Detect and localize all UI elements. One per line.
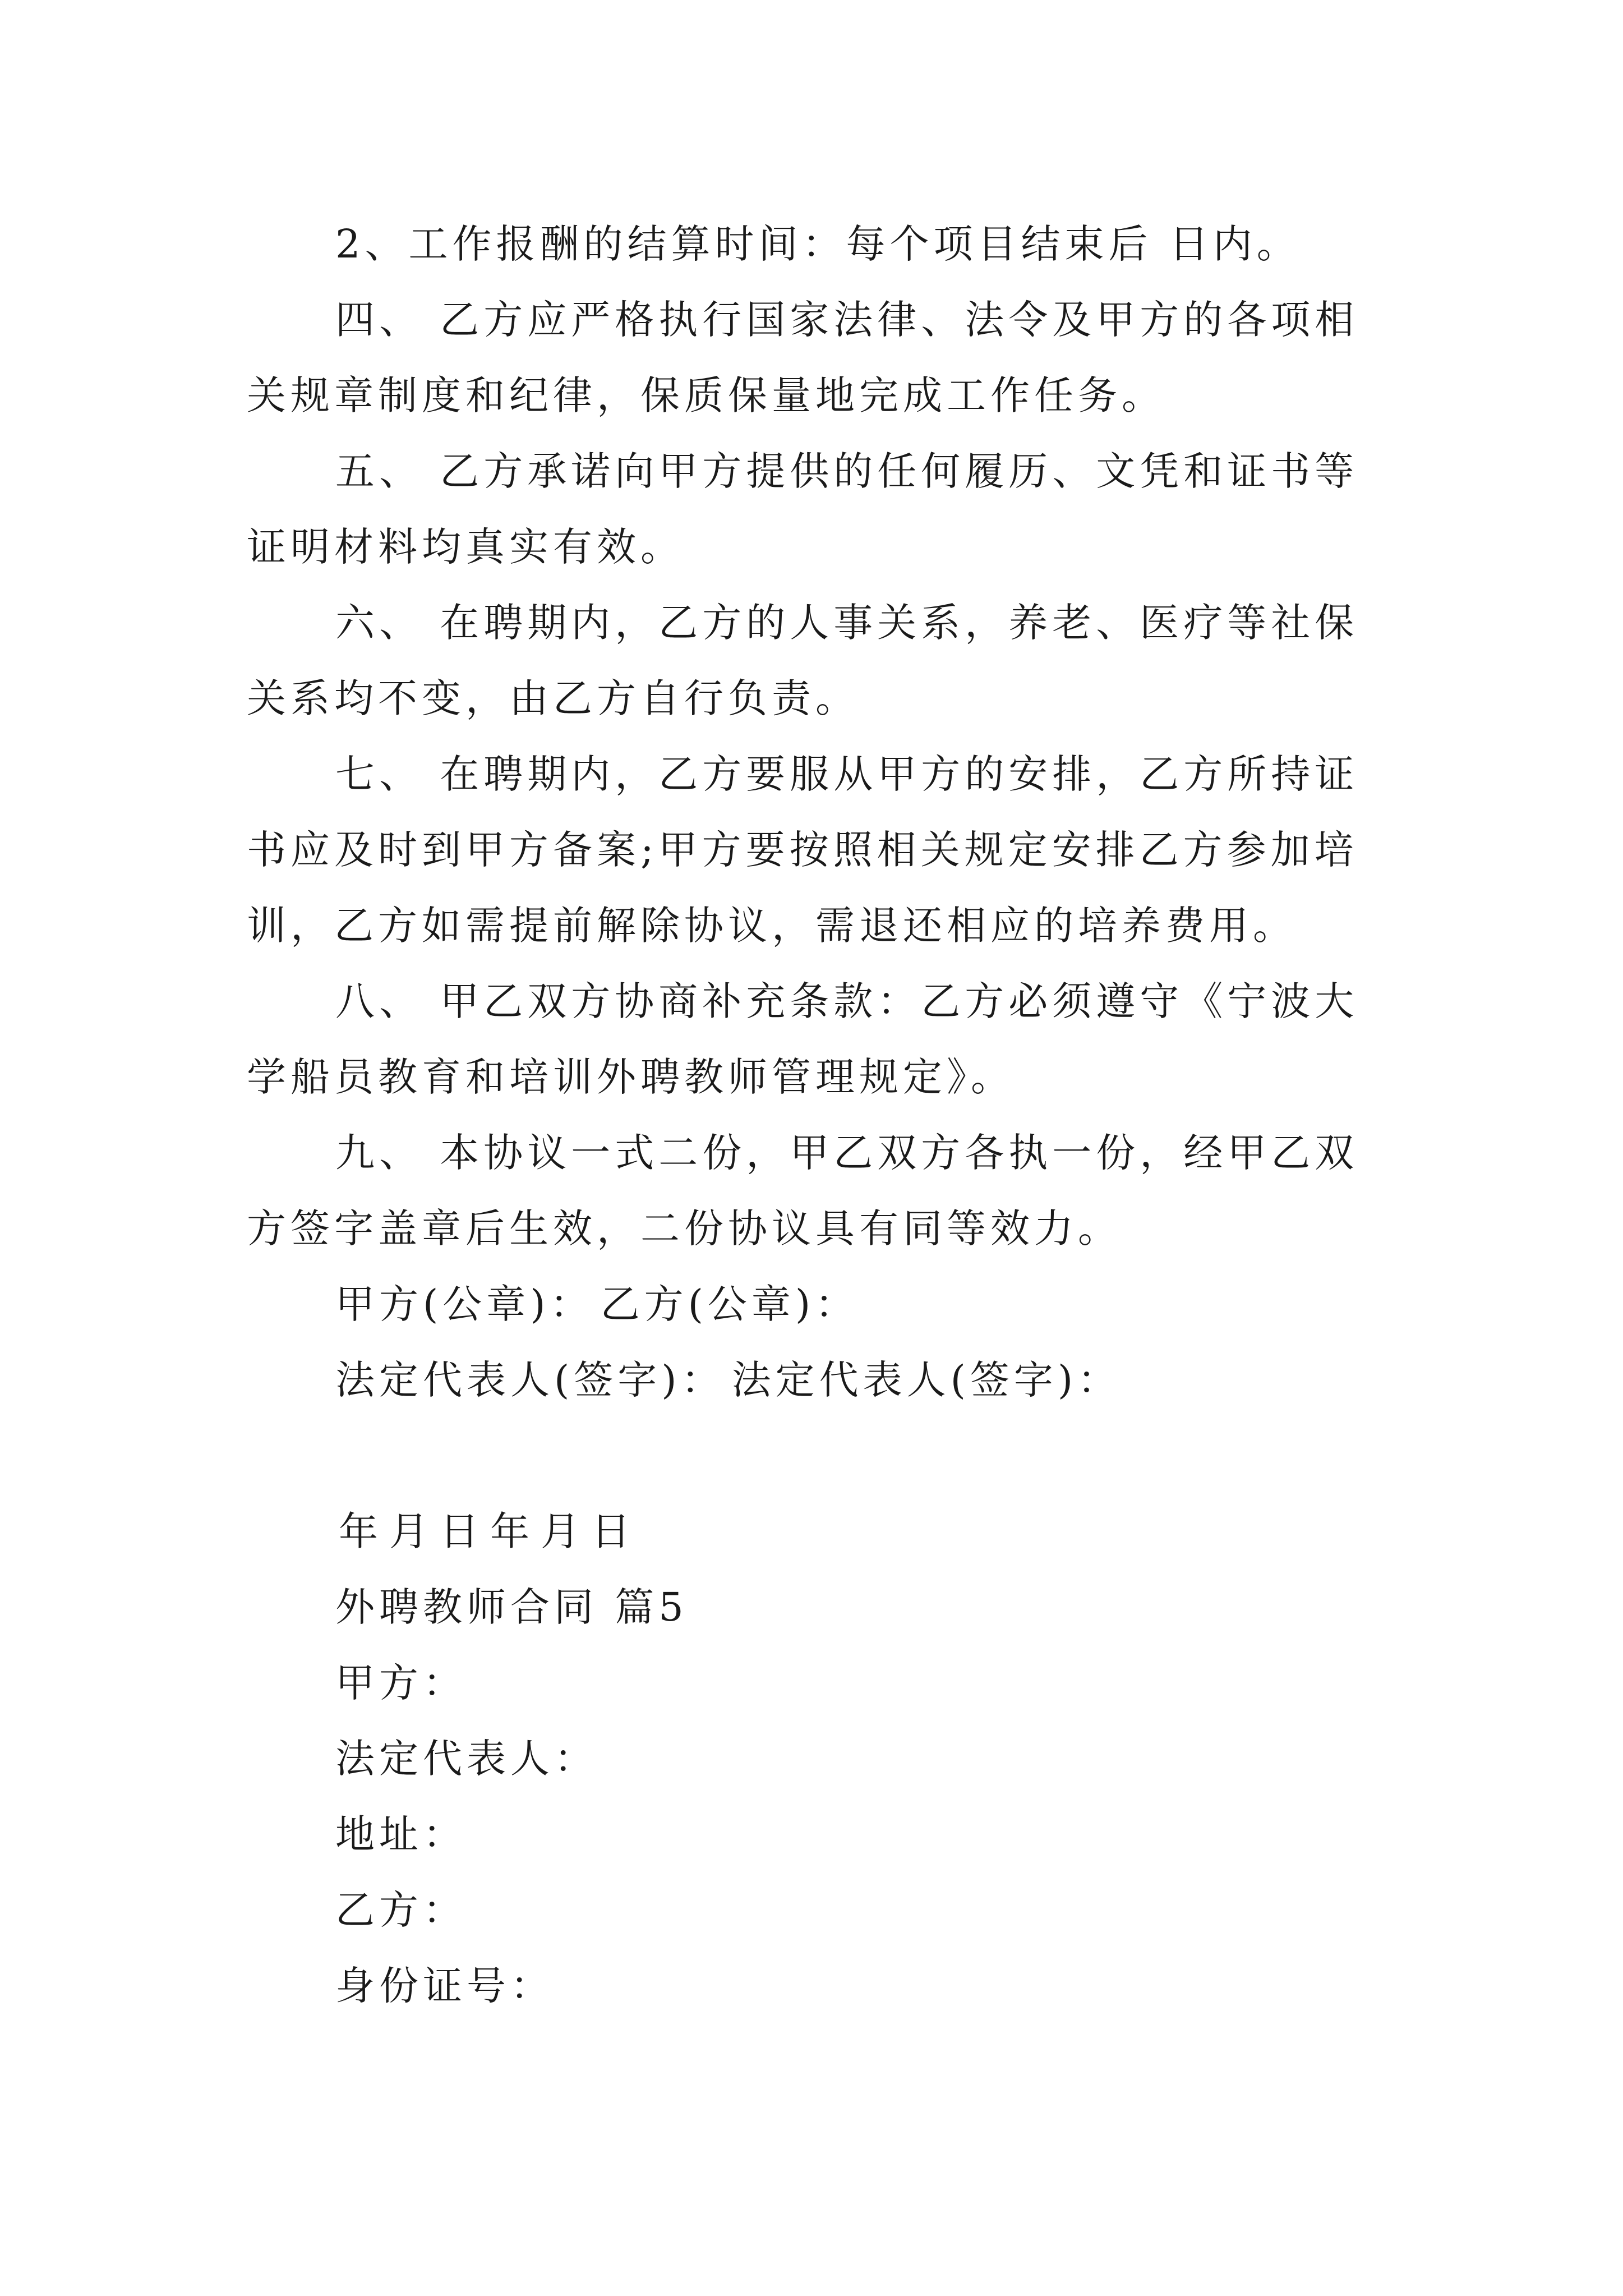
paragraph-text: 四、 乙方应严格执行国家法律、法令及甲方的各项相	[335, 297, 1359, 343]
paragraph-text: 书应及时到甲方备案;甲方要按照相关规定安排乙方参加培	[247, 827, 1358, 873]
paragraph-text: 关系均不变，由乙方自行负责。	[247, 675, 859, 721]
day-a-label: 日	[440, 1508, 483, 1554]
paragraph-text: 学船员教育和培训外聘教师管理规定》。	[247, 1054, 1015, 1100]
id-number-field	[335, 1961, 561, 2011]
paragraph-4-line-1	[335, 295, 1358, 345]
legal-rep-line	[335, 1355, 1121, 1405]
paragraph-text: 九、 本协议一式二份，甲乙双方各执一份，经甲乙双	[335, 1130, 1359, 1176]
paragraph-5-line-2	[247, 522, 684, 572]
contract-5-title	[335, 1582, 688, 1632]
id-number-label: 身份证号：	[335, 1963, 554, 2009]
paragraph-7-line-3	[247, 900, 1297, 951]
section-title: 外聘教师合同 篇5	[335, 1584, 688, 1630]
paragraph-text: 关规章制度和纪律，保质保量地完成工作任务。	[247, 372, 1165, 418]
paragraph-text: 2、工作报酬的结算时间：每个项目结束后 日内。	[335, 221, 1301, 267]
paragraph-text: 五、 乙方承诺向甲方提供的任何履历、文凭和证书等	[335, 448, 1359, 494]
year-b-label: 年	[490, 1508, 534, 1554]
month-b-label: 月	[541, 1508, 584, 1554]
party-b-field	[335, 1885, 473, 1935]
seal-line	[335, 1279, 865, 1329]
legal-rep-field	[335, 1733, 605, 1784]
paragraph-6-line-1	[335, 597, 1358, 648]
paragraph-text: 八、 甲乙双方协商补充条款：乙方必须遵守《宁波大	[335, 978, 1359, 1024]
paragraph-7-line-1	[335, 749, 1358, 799]
address-label: 地址：	[335, 1811, 467, 1857]
party-a-seal-label: 甲方(公章)：	[335, 1281, 594, 1327]
day-b-label: 日	[591, 1508, 635, 1554]
party-a-label: 甲方：	[335, 1660, 467, 1706]
rep-b-label: 法定代表人(签字)：	[731, 1357, 1122, 1403]
date-line	[335, 1506, 635, 1557]
paragraph-text: 七、 在聘期内，乙方要服从甲方的安排，乙方所持证	[335, 751, 1359, 797]
paragraph-6-line-2	[247, 673, 859, 724]
paragraph-4-line-2	[247, 370, 1165, 421]
month-a-label: 月	[389, 1508, 433, 1554]
paragraph-text: 训，乙方如需提前解除协议，需退还相应的培养费用。	[247, 903, 1297, 949]
paragraph-9-line-2	[247, 1203, 1122, 1254]
paragraph-2	[335, 219, 1301, 269]
party-b-label: 乙方：	[335, 1887, 467, 1933]
paragraph-9-line-1	[335, 1128, 1358, 1178]
year-a-label: 年	[339, 1508, 382, 1554]
rep-b-blank-line	[247, 1430, 250, 1481]
paragraph-text: 方签字盖章后生效，二份协议具有同等效力。	[247, 1205, 1122, 1251]
paragraph-text: 证明材料均真实有效。	[247, 524, 684, 570]
paragraph-8-line-1	[335, 976, 1358, 1027]
paragraph-7-line-2	[247, 825, 1358, 875]
party-b-seal-label: 乙方(公章)：	[600, 1281, 859, 1327]
paragraph-text: 六、 在聘期内，乙方的人事关系，养老、医疗等社保	[335, 600, 1359, 646]
paragraph-8-line-2	[247, 1052, 1015, 1102]
paragraph-5-line-1	[335, 446, 1358, 496]
address-field	[335, 1809, 473, 1860]
legal-rep-label: 法定代表人：	[335, 1736, 598, 1782]
party-a-field	[335, 1658, 473, 1708]
rep-a-label: 法定代表人(签字)：	[335, 1357, 725, 1403]
